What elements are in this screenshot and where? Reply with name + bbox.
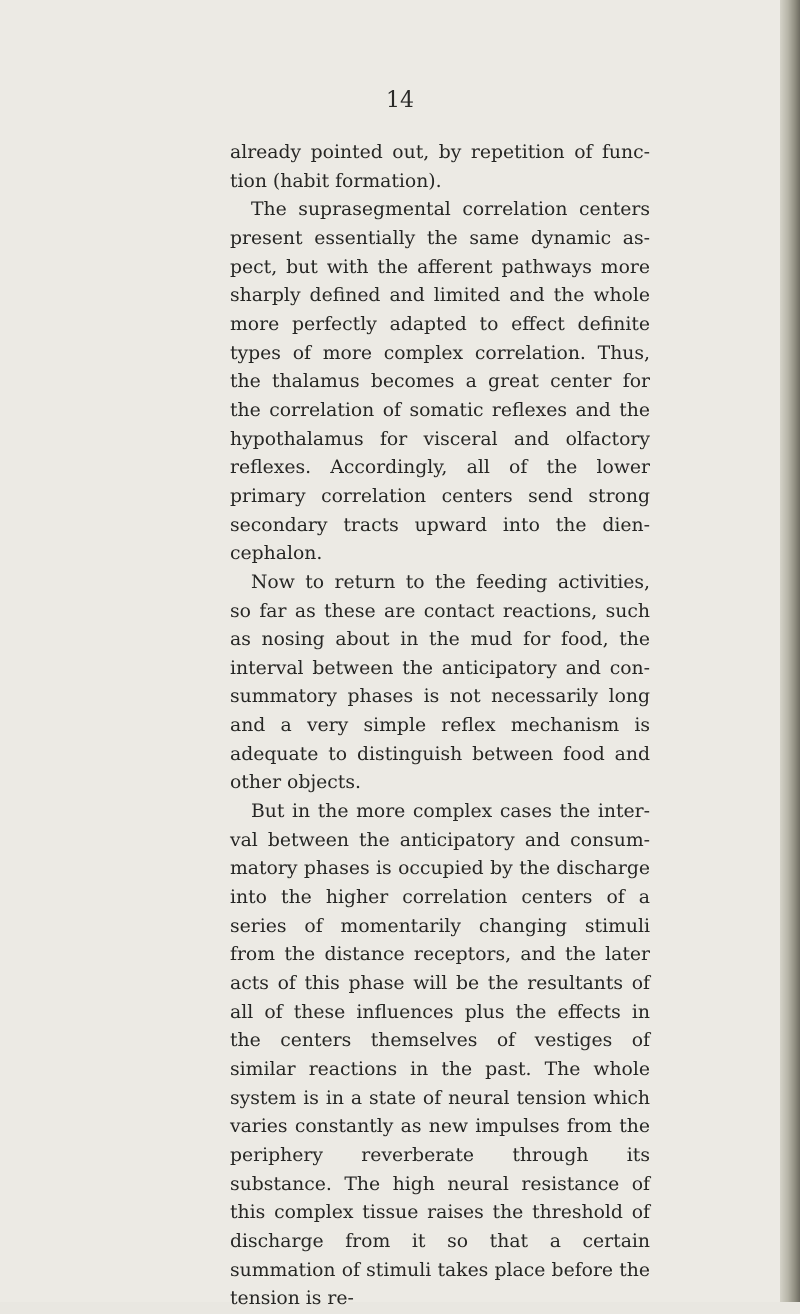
page-number: 14: [386, 88, 414, 113]
body-text: [230, 139, 650, 1314]
paragraph-2: The suprasegmental correlation centers present essentially the same dynamic aspect, but with the afferent pathways more sharply defined and limited and the whole more perfectly adapted to effect definite types of more complex correlation. Thus, the thalamus becomes a great center for the correlation of somatic reflexes and the hypothalamus for visceral and olfactory reflexes. Accordingly, all of the lower primary correlation centers send strong secondary tracts upward into the diencephalon.: [230, 199, 650, 565]
paragraph-4: But in the more complex cases the interval between the anticipatory and consummatory phases is occupied by the discharge into the higher correlation centers of a series of momentarily changing stimuli from the distance receptors, and the later acts of this phase will be the resultants of all of these influences plus the effects in the centers themselves of vestiges of similar reactions in the past. The whole system is in a state of neural tension which varies constantly as new impulses from the periphery reverberate through its substance. The high neural resistance of this complex tissue raises the threshold of discharge from it so that a certain summation of stimuli takes place before the tension is re-: [230, 801, 650, 1310]
paragraph-1: already pointed out, by repetition of function (habit formation).: [230, 142, 650, 192]
page-edge-shadow: [780, 0, 800, 1302]
paragraph-3: Now to return to the feeding activities, so far as these are contact reactions, such as nosing about in the mud for food, the interval between the anticipatory and consummatory phases is not necessarily long and a very simple reflex mechanism is adequate to distinguish between food and other objects.: [230, 571, 650, 794]
